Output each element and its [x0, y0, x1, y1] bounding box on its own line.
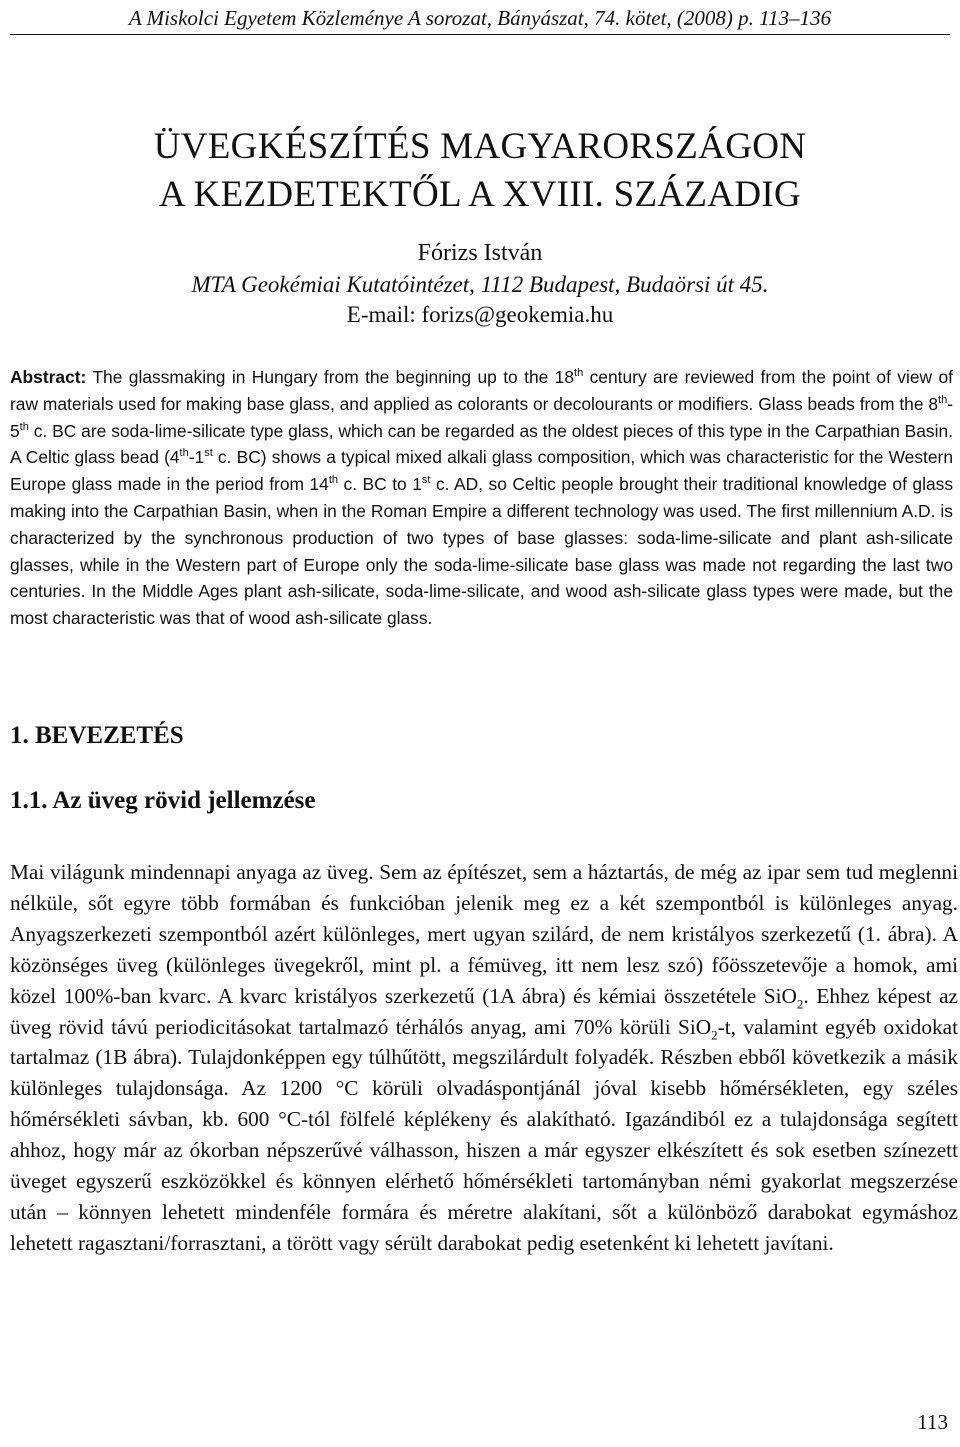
superscript: th — [19, 420, 29, 433]
author-affiliation: MTA Geokémiai Kutatóintézet, 1112 Budapest, Budaörsi út 45. — [191, 272, 769, 297]
abstract-text: c. BC are soda-lime-silicate type glass, which can be regarded as the oldest pieces of this type in the Carpathian Basin. A Celtic glass bead (4 — [10, 420, 953, 468]
abstract-text: The glassmaking in Hungary from the beginning up to the 18 — [86, 367, 575, 387]
body-text: Mai világunk mindennapi anyaga az üveg. Sem az építészet, sem a háztartás, de még az ipar sem tud meglenni nélküle, sőt egyre több formában és funkcióban jelenik meg ez a két szempontból is különleges anyag. Anyagszerkezeti szempontból azért különleges, mert ugyan szilárd, de nem kristályos szerkezetű (1. ábra). A közönséges üveg (különleges üvegekről, mint pl. a fémüveg, itt nem lesz szó) főösszetevője a homok, ami közel 100%-ban kvarc. A kvarc kristályos szerkezetű (1A ábra) és kémiai összetétele SiO — [10, 860, 958, 1008]
body-paragraph — [10, 857, 958, 1259]
author-name: Fórizs István — [417, 240, 543, 266]
superscript: st — [421, 474, 431, 487]
journal-header: A Miskolci Egyetem Közleménye A sorozat, Bányászat, 74. kötet, (2008) p. 113–136 — [10, 4, 950, 35]
page-number: 113 — [917, 1410, 948, 1434]
superscript: th — [574, 367, 584, 380]
superscript: th — [328, 474, 339, 487]
abstract-text: -5 — [10, 393, 953, 441]
abstract-text: -1 — [188, 447, 205, 468]
body-text: -t, valamint egyéb oxidokat tartalmaz (1B ábra). Tulajdonképpen egy túlhűtött, megszilárdult folyadék. Részben ebből következik a másik különleges tulajdonsága. Az 1200 °C körüli olvadáspontjánál jóval kisebb hőmérsékleten, egy széles hőmérsékleti sávban, kb. 600 °C-tól fölfelé képlékeny és alakítható. Igazándiból ez a tulajdonsága segített ahhoz, hogy már az ókorban népszerűvé válhasson, hiszen a már egyszer elkészített és sok esetben színezett üveget egyszerű eszközökkel és könnyen elérhető hőmérsékleti tartományban némi gyakorlat megszerzése után – könnyen lehetett mindenféle formára és méretre alakítani, sőt a különböző darabokat egymáshoz lehetett ragasztani/forrasztani, a törött vagy sérült darabokat pedig esetenként ki lehetett javítani. — [10, 1014, 958, 1255]
author-email: E-mail: forizs@geokemia.hu — [346, 302, 614, 327]
superscript: th — [938, 394, 948, 406]
section-heading: 1. BEVEZETÉS — [10, 722, 184, 749]
paper-title-line-2: A KEZDETEKTŐL A XVIII. SZÁZADIG — [159, 174, 801, 215]
abstract-text: c. BC) shows a typical mixed alkali glass composition, which was characteristic for the Western Europe glass made in the period from 14 — [10, 447, 953, 495]
superscript: th — [179, 447, 189, 460]
abstract-text: c. AD, so Celtic people brought their traditional knowledge of glass making into the Carpathian Basin, when in the Roman Empire a different technology was used. The first millennium A.D. is characterized by the synchronous production of two types of base glasses: soda-lime-silicate and plant ash-silicate glasses, while in the Western part of Europe only the soda-lime-silicate base glass was made not regarding the last two centuries. In the Middle Ages plant ash-silicate, soda-lime-silicate, and wood ash-silicate glass types were made, but the most characteristic was that of wood ash-silicate glass. — [10, 474, 954, 629]
paper-title-line-1: ÜVEGKÉSZÍTÉS MAGYARORSZÁGON — [153, 126, 807, 167]
abstract-text: c. BC to 1 — [338, 474, 422, 495]
subscript: 2 — [796, 995, 804, 1011]
abstract-text: century are reviewed from the point of view of raw materials used for making base glass, and applied as colorants or decolourants or modifiers. Glass beads from the 8 — [10, 367, 953, 414]
body-text: . Ehhez képest az üveg rövid távú periodicitásokat tartalmazó térhálós anyag, ami 70% körüli SiO — [10, 983, 958, 1039]
superscript: st — [204, 447, 213, 460]
abstract-label: Abstract: — [10, 367, 87, 387]
subscript: 2 — [711, 1026, 718, 1042]
subsection-heading: 1.1. Az üveg rövid jellemzése — [10, 787, 316, 814]
abstract — [10, 364, 953, 632]
